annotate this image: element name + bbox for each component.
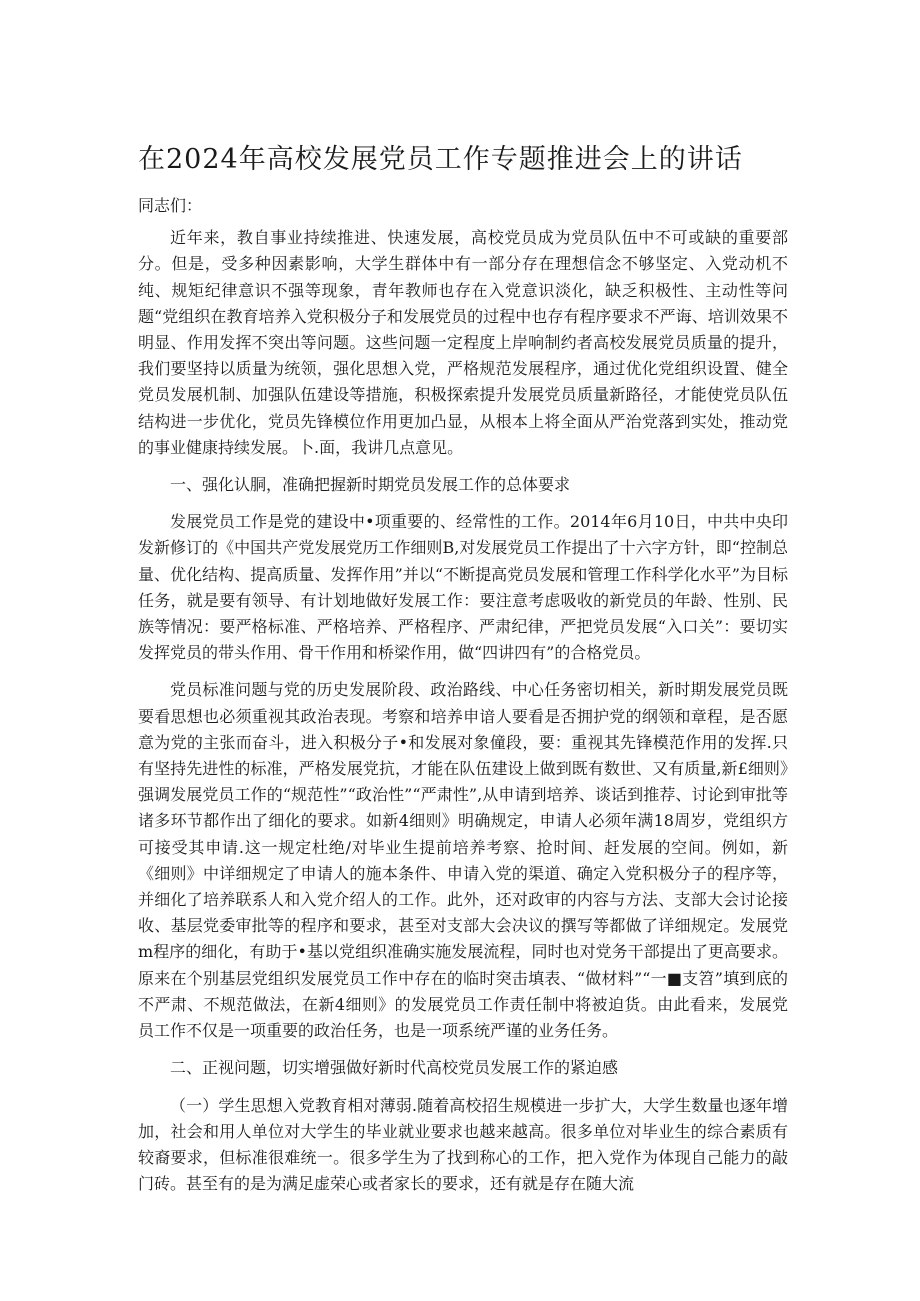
section-heading-1: 一、强化认胴，准确把握新时期党员发展工作的总体要求 (170, 475, 571, 495)
section-heading-2: 二、正视问题，切实增强做好新时代高校党员发展工作的紧迫感 (170, 1058, 619, 1078)
paragraph-3: （一）学生思想入党教育相对薄弱.随着高校招生规模进一步扩大，大学生数量也逐年增加，社会和用人单位对大学生的毕业就业要求也越来越高。很多单位对毕业生的综合素质有较裔要求，但标准很难统一。很多学生为了找到称心的工作，把入党作为体现自己能力的敲门砖。甚至有的是为满足虚荣心或者家长的要求，还有就是存在随大流 (138, 1095, 788, 1194)
salutation: 同志们： (138, 196, 203, 215)
document-body (138, 193, 788, 1208)
document-title: 在2024年高校发展党员工作专题推进会上的讲话 (138, 144, 743, 175)
paragraph-2: 党员标准问题与党的历史发展阶段、政治路线、中心任务密切相关，新时期发展党员既要看思想也必须重视其政治表现。考察和培养申谙人要看是否拥护党的纲领和章程，是否愿意为党的主张而奋斗，进入积极分子•和发展对象僮段，要：重视其先锋模范作用的发挥.只有坚持先进性的标准，严格发展党抗，才能在队伍建设上做到既有数世、又有质量,新£细则》强调发展党员工作的“规范性”“政治性”“严肃性”,从申请到培养、谈话到推荐、讨论到审批等诸多环节都作出了细化的要求。如新4细则》明确规定，申请人必须年满18周岁，党组织方可接受其申请.这一规定杜绝/对毕业生提前培养考察、抢时间、赶发展的空间。例如，新《细则》中详细规定了申请人的施本条件、申请入党的渠道、确定入党积极分子的程序等，并细化了培养联系人和入党介绍人的工作。此外，还对政审的内容与方法、支部大会讨论接收、基层党委审批等的程序和要求，甚至对支部大会决议的撰写等都做了详细规定。发展党m程序的细化，有助于•基以党组织准确实施发展流程，同时也对党务干部提出了更高要求。原来在个别基层党组织发展党员工作中存在的临时突击填表、“做材料”“一■支笤”填到底的不严肃、不规范做法，在新4细则》的发展党员工作责任制中将被迫货。由此看来，发展党员工作不仅是一项重要的政治任务，也是一项系统严谨的业务任务。 (138, 680, 788, 1041)
intro-paragraph: 近年来，教自事业持续推进、快速发展，高校党员成为党员队伍中不可或缺的重要部分。但是，受多种因素影响，大学生群体中有一部分存在理想信念不够坚定、入党动机不纯、规矩纪律意识不强等现象，青年教师也存在入党意识淡化，缺乏积极性、主动性等问题“党组织在教育培养入党积极分子和发展党员的过程中也存有程序要求不严诲、培训效果不明显、作用发挥不突出等问题。这些问题一定程度上岸响制约者高校发展党员质量的提升，我们要坚持以质量为统领，强化思想入党，严格规范发展程序，通过优化党组织设置、健全党员发展机制、加强队伍建设等措施，积极探索提升发展党员质量新路径，才能使党员队伍结构进一步优化，党员先锋模位作用更加凸显，从根本上将全面从严治党落到实处，推动党的事业健康持续发展。卜.面，我讲几点意见。 (138, 228, 788, 457)
paragraph-1: 发展党员工作是党的建设中•项重要的、经常性的工作。2014年6月10日，中共中央印发新修订的《中国共产党发展党历工作细则B,对发展党员工作提出了十六字方针，即“控制总量、优化结构、提高质量、发挥作用”并以“不断提高党员发展和管理工作科学化水平”为目标任务，就是要有领导、有计划地做好发展工作：要注意考虑吸收的新党员的年龄、性别、民族等情况：要严格标准、严格培养、严格程序、严肃纪律，严把党员发展“入口关”：要切实发挥党员的带头作用、骨干作用和桥梁作用，做“四讲四有”的合格党员。 (138, 512, 788, 663)
